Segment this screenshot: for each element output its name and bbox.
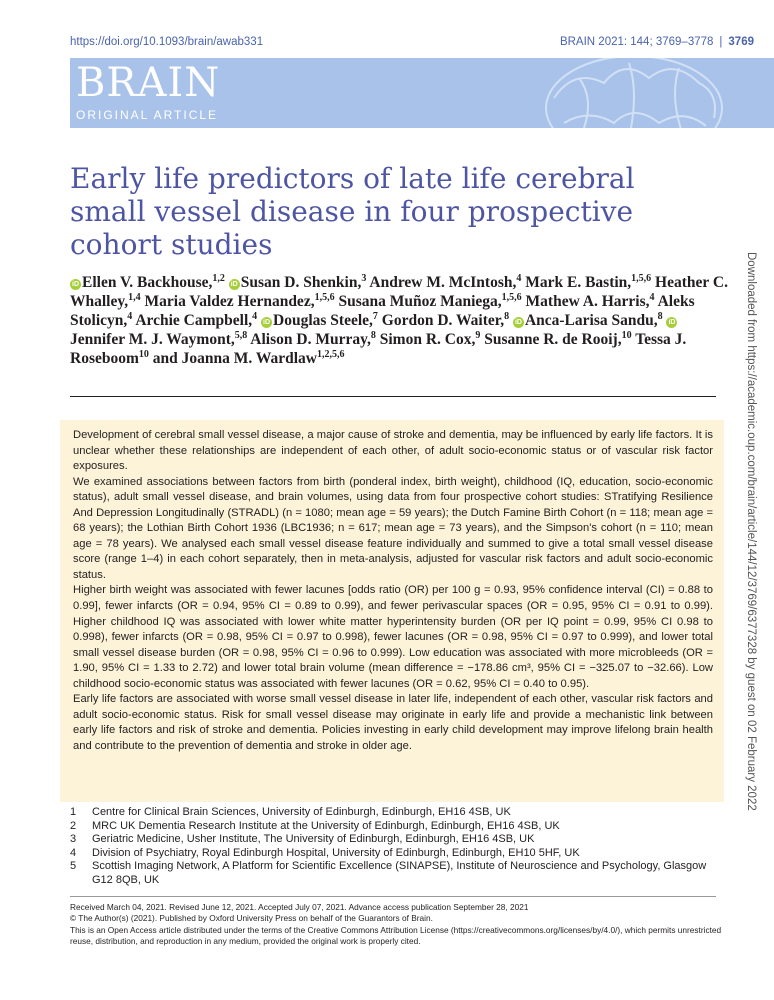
author-affiliation-marker: 1,5,6 bbox=[314, 291, 335, 303]
author-name bbox=[382, 312, 509, 329]
affiliation-number: 5 bbox=[70, 860, 77, 873]
orcid-icon[interactable]: iD bbox=[514, 319, 522, 326]
abstract bbox=[73, 428, 713, 754]
article-title: Early life predictors of late life cerebral small vessel disease in four prospective cohort studies bbox=[70, 162, 635, 261]
author-text: Simon R. Cox, bbox=[379, 331, 476, 348]
author-text: Mark E. Bastin, bbox=[525, 274, 632, 291]
article-footer bbox=[70, 902, 730, 947]
footer-divider bbox=[70, 896, 716, 897]
copyright-notice: © The Author(s) (2021). Published by Oxford University Press on behalf of the Guarantors of Brain. bbox=[70, 913, 433, 924]
author-affiliation-marker: 1,4 bbox=[128, 291, 141, 303]
page-number: 3769 bbox=[728, 36, 754, 48]
author-text: Susan D. Shenkin, bbox=[240, 274, 362, 291]
affiliation-text: MRC UK Dementia Research Institute at the University of Edinburgh, Edinburgh, EH16 4SB, UK bbox=[92, 819, 560, 832]
orcid-icon[interactable]: iD bbox=[230, 281, 238, 288]
author-name bbox=[525, 274, 651, 291]
author-name bbox=[145, 293, 335, 310]
author-affiliation-marker: 4 bbox=[516, 272, 522, 284]
download-watermark-text: Downloaded from https://academic.oup.com/brain/article/144/12/3769/6377328 by guest on 02 February 2022 bbox=[745, 252, 757, 811]
author-affiliation-marker: 5,8 bbox=[234, 329, 248, 341]
author-name bbox=[70, 274, 225, 291]
affiliation-number: 1 bbox=[70, 806, 77, 818]
author-affiliation-marker: 1,5,6 bbox=[501, 291, 522, 303]
author-text: Gordon D. Waiter, bbox=[381, 312, 505, 329]
journal-logo: BRAIN bbox=[76, 60, 221, 106]
article-type-label: ORIGINAL ARTICLE bbox=[76, 108, 219, 122]
author-text: Douglas Steele, bbox=[273, 312, 373, 329]
author-affiliation-marker: 10 bbox=[138, 348, 149, 360]
license-notice: This is an Open Access article distributed under the terms of the Creative Commons Attribution License (https://creativecommons.org/licenses/by/4.0/), which permits unrestricted reuse, distribution, and reproduction in any medium, provided the original work is properly cited. bbox=[70, 924, 722, 946]
author-text: Mathew A. Harris, bbox=[525, 293, 650, 310]
author-text: Heather C. Whalley, bbox=[70, 274, 728, 310]
abstract-paragraph: We examined associations between factors from birth (ponderal index, birth weight), childhood (IQ, education, socio-economic status), adult small vessel disease, and brain volumes, using data from four prospective cohort studies: STratifying Resilience And Depression Longitudinally (STRADL) (n = 1080; mean age = 59 years); the Dutch Famine Birth Cohort (n = 118; mean age = 68 years); the Lothian Birth Cohort 1936 (LBC1936; n = 617; mean age = 73 years), and the Simpson's cohort (n = 110; mean age = 78 years). We analysed each small vessel disease feature individually and summed to give a total small vessel disease score (range 1–4) in each cohort separately, then in meta-analysis, adjusted for vascular risk factors and adult socio-economic status. bbox=[73, 475, 713, 581]
affiliations bbox=[70, 806, 730, 888]
affiliation-number: 2 bbox=[70, 819, 77, 832]
affiliation-item bbox=[70, 860, 730, 887]
journal-banner bbox=[70, 58, 774, 128]
author-name bbox=[153, 350, 345, 367]
journal-citation bbox=[560, 36, 754, 48]
author-affiliation-marker: 1,5,6 bbox=[631, 272, 652, 284]
author-name bbox=[513, 312, 663, 329]
author-affiliation-marker: 1,2 bbox=[212, 272, 225, 284]
author-affiliation-marker: 8 bbox=[370, 329, 376, 341]
author-list bbox=[70, 273, 730, 368]
author-name bbox=[250, 331, 376, 348]
author-affiliation-marker: 10 bbox=[621, 329, 632, 341]
author-name bbox=[261, 312, 378, 329]
affiliation-text: Geriatric Medicine, Usher Institute, The University of Edinburgh, Edinburgh, EH16 4SB, UK bbox=[92, 833, 535, 846]
author-text: Archie Campbell, bbox=[135, 312, 253, 329]
received-dates: Received March 04, 2021. Revised June 12, 2021. Accepted July 07, 2021. Advance access publication September 28, 2021 bbox=[70, 902, 529, 912]
abstract-paragraph: Higher birth weight was associated with fewer lacunes [odds ratio (OR) per 100 g = 0.93, 95% confidence interval (CI) = 0.88 to 0.99], fewer infarcts (OR = 0.94, 95% CI = 0.89 to 0.99), and fewer perivascular spaces (OR = 0.95, 95% CI = 0.91 to 0.99). Higher childhood IQ was associated with lower white matter hyperintensity burden (OR per IQ point = 0.99, 95% CI 0.98 to 0.998), fewer infarcts (OR = 0.98, 95% CI = 0.97 to 0.998), fewer lacunes (OR = 0.98, 95% CI = 0.97 to 0.999), and lower total small vessel disease burden (OR = 0.98, 95% CI = 0.96 to 0.999). Low education was associated with more microbleeds (OR = 1.90, 95% CI = 1.33 to 2.72) and lower total brain volume (mean difference = −178.86 cm³, 95% CI = −325.07 to −32.66). Low childhood socio-economic status was associated with fewer lacunes (OR = 0.62, 95% CI = 0.40 to 0.95). bbox=[73, 584, 713, 690]
author-name bbox=[369, 274, 521, 291]
affiliation-item bbox=[70, 806, 730, 820]
author-text: Alison D. Murray, bbox=[250, 331, 371, 348]
author-text: Anca-Larisa Sandu, bbox=[524, 312, 658, 329]
author-affiliation-marker: 3 bbox=[361, 272, 367, 284]
author-affiliation-marker: 4 bbox=[649, 291, 655, 303]
abstract-paragraph: Early life factors are associated with worse small vessel disease in later life, independent of each other, vascular risk factors and adult socio-economic status. Risk for small vessel disease may originate in early life and provide a mechanistic link between early life factors and risk of stroke and dementia. Policies investing in early child development may improve lifelong brain health and contribute to the prevention of dementia and stroke in older age. bbox=[73, 693, 713, 752]
author-text: Susanne R. de Rooij, bbox=[484, 331, 622, 348]
author-text: Maria Valdez Hernandez, bbox=[144, 293, 315, 310]
affiliation-text: Centre for Clinical Brain Sciences, University of Edinburgh, Edinburgh, EH16 4SB, UK bbox=[92, 806, 511, 818]
author-affiliation-marker: 8 bbox=[504, 310, 510, 322]
author-name bbox=[380, 331, 481, 348]
author-text: Aleks Stolicyn, bbox=[70, 293, 695, 329]
affiliation-number: 3 bbox=[70, 833, 77, 846]
author-text: Tessa J. Roseboom bbox=[70, 331, 687, 367]
author-name bbox=[338, 293, 521, 310]
author-affiliation-marker: 8 bbox=[657, 310, 663, 322]
author-name bbox=[229, 274, 367, 291]
affiliation-text: Scottish Imaging Network, A Platform for Scientific Excellence (SINAPSE), Institute of Neuroscience and Psychology, Glasgow G12 8QB, UK bbox=[92, 860, 707, 886]
orcid-icon[interactable]: iD bbox=[668, 319, 676, 326]
orcid-icon[interactable]: iD bbox=[72, 281, 79, 288]
author-text: Jennifer M. J. Waymont, bbox=[70, 331, 235, 348]
author-name bbox=[484, 331, 631, 348]
orcid-icon[interactable]: iD bbox=[263, 319, 271, 326]
author-affiliation-marker: 4 bbox=[252, 310, 258, 322]
author-name bbox=[526, 293, 655, 310]
page-header bbox=[0, 0, 774, 60]
author-text: Andrew M. McIntosh, bbox=[369, 274, 517, 291]
author-affiliation-marker: 4 bbox=[127, 310, 133, 322]
doi-link[interactable]: https://doi.org/10.1093/brain/awab331 bbox=[70, 36, 264, 48]
author-affiliation-marker: 7 bbox=[372, 310, 378, 322]
affiliation-item bbox=[70, 847, 730, 861]
affiliation-text: Division of Psychiatry, Royal Edinburgh Hospital, University of Edinburgh, Edinburgh, EH10 5HF, UK bbox=[92, 846, 580, 859]
author-name bbox=[135, 312, 257, 329]
author-text: and Joanna M. Wardlaw bbox=[152, 350, 317, 367]
author-affiliation-marker: 9 bbox=[475, 329, 481, 341]
affiliation-item bbox=[70, 833, 730, 847]
author-text: Susana Muñoz Maniega, bbox=[338, 293, 502, 310]
affiliation-number: 4 bbox=[70, 846, 77, 859]
citation-separator: | bbox=[719, 36, 723, 48]
download-watermark bbox=[742, 252, 762, 972]
affiliation-item bbox=[70, 820, 730, 834]
author-affiliation-marker: 1,2,5,6 bbox=[317, 348, 345, 360]
brain-illustration-icon bbox=[534, 58, 734, 128]
citation-text: BRAIN 2021: 144; 3769–3778 bbox=[559, 36, 714, 48]
divider bbox=[70, 396, 716, 397]
author-text: Ellen V. Backhouse, bbox=[82, 274, 213, 291]
abstract-paragraph: Development of cerebral small vessel disease, a major cause of stroke and dementia, may be influenced by early life factors. It is unclear whether these relationships are independent of each other, of adult socio-economic status or of vascular risk factor exposures. bbox=[73, 429, 713, 473]
